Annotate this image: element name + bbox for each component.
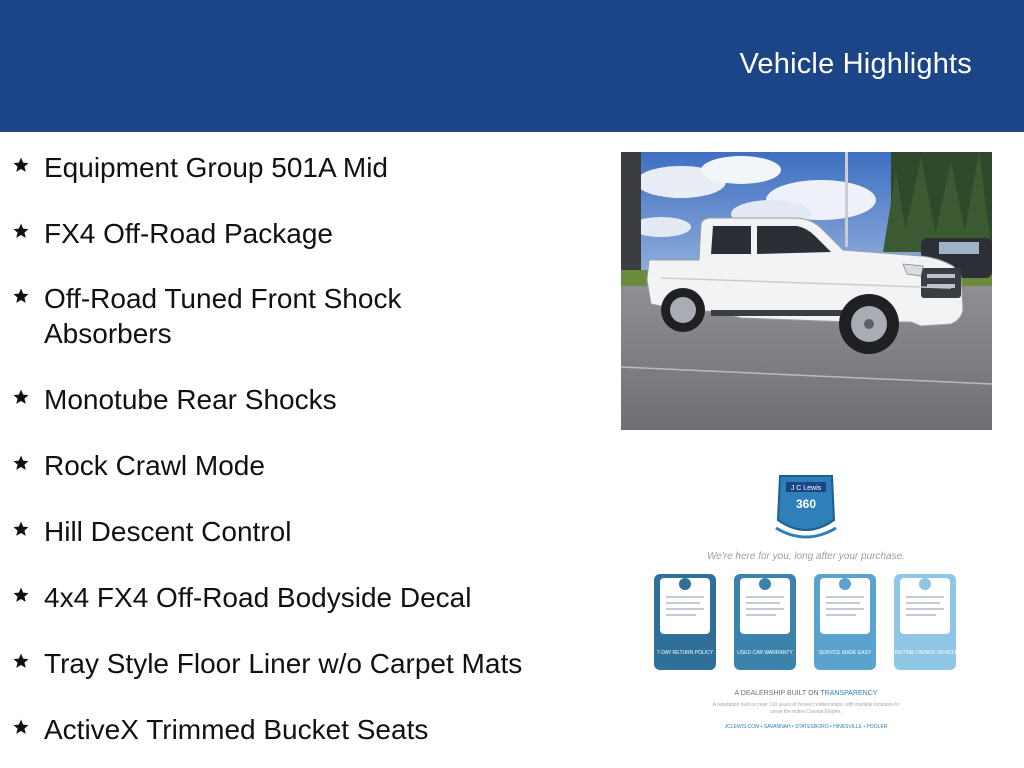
- star-icon: [12, 156, 32, 176]
- promo-card-label: SERVICE MADE EASY: [818, 650, 872, 656]
- star-icon: [12, 652, 32, 672]
- promo-card: [892, 574, 959, 670]
- feature-label: Monotube Rear Shocks: [44, 384, 337, 415]
- promo-card-label: 7-DAY RETURN POLICY: [656, 650, 714, 656]
- badge-number: 360: [795, 497, 817, 511]
- feature-label: 4x4 FX4 Off-Road Bodyside Decal: [44, 582, 472, 613]
- list-item: [12, 712, 592, 747]
- list-item: [12, 382, 592, 417]
- star-icon: [12, 222, 32, 242]
- list-item: [12, 580, 592, 615]
- feature-label: Off-Road Tuned Front Shock Absorbers: [44, 283, 402, 349]
- page-title: Vehicle Highlights: [739, 48, 972, 80]
- promo-card: [734, 574, 796, 670]
- star-icon: [12, 454, 32, 474]
- feature-list: [0, 132, 600, 768]
- list-item: [12, 281, 592, 351]
- vehicle-photo: [621, 152, 992, 430]
- promo-footer: JCLEWIS.COM • SAVANNAH • STATESBORO • HINESVILLE • POOLER: [724, 724, 888, 730]
- list-item: [12, 150, 592, 185]
- promo-card-label: USED CAR WARRANTY: [737, 650, 793, 656]
- header-banner: [0, 0, 1024, 132]
- promo-card-label: LIFETIME OWNER VEHICLE: [892, 650, 958, 656]
- star-icon: [12, 718, 32, 738]
- feature-label: Tray Style Floor Liner w/o Carpet Mats: [44, 648, 523, 679]
- star-icon: [12, 520, 32, 540]
- promo-subline: serve the entire Coastal Empire.: [770, 709, 842, 715]
- badge-brand: J C Lewis: [790, 485, 822, 492]
- feature-label: Rock Crawl Mode: [44, 450, 265, 481]
- list-item: [12, 646, 592, 681]
- promo-card: [654, 574, 716, 670]
- feature-label: Hill Descent Control: [44, 516, 292, 547]
- promo-subline: A reputation built on over 110 years of honest relationships, with multiple locations to: [712, 702, 900, 708]
- promo-headline-emphasis: TRANSPARENCY: [820, 690, 878, 697]
- list-item: [12, 448, 592, 483]
- dealer-promo-graphic: [646, 466, 966, 738]
- promo-headline: [735, 690, 878, 697]
- feature-label: Equipment Group 501A Mid: [44, 152, 388, 183]
- list-item: [12, 514, 592, 549]
- star-icon: [12, 586, 32, 606]
- promo-tagline: We're here for you, long after your purchase.: [707, 551, 905, 562]
- feature-label: ActiveX Trimmed Bucket Seats: [44, 714, 429, 745]
- star-icon: [12, 388, 32, 408]
- star-icon: [12, 287, 32, 307]
- feature-label: FX4 Off-Road Package: [44, 218, 333, 249]
- promo-headline-prefix: A DEALERSHIP BUILT ON: [734, 690, 819, 697]
- promo-card: [814, 574, 876, 670]
- list-item: [12, 216, 592, 251]
